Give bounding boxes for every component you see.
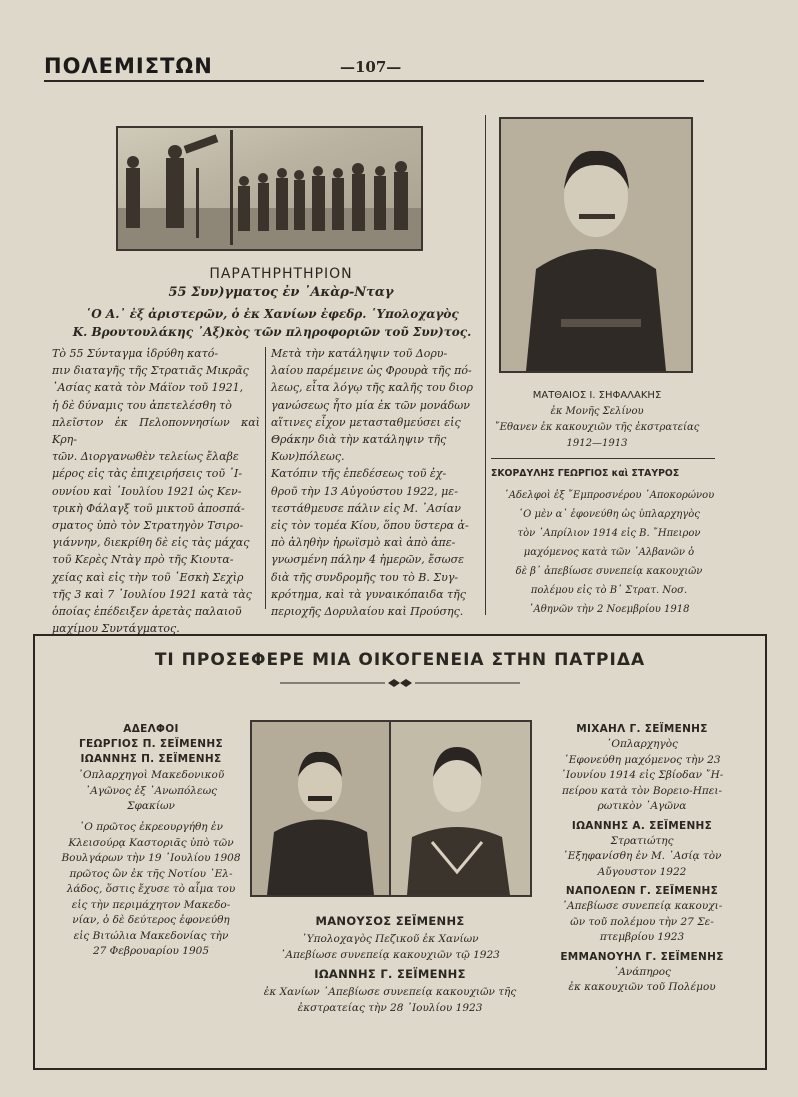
family-left-body-line: ῾Ο πρῶτος ἐκρεουργήθη ἐν	[79, 821, 223, 833]
column-mid-line: πὸ ἀληθὴν ἡρωϊσμὸ καὶ ἀπὸ ἀπε-	[271, 536, 456, 550]
column-mid-line: κρότημα, καὶ τὰ γυναικόπαιδα τῆς	[271, 587, 466, 601]
family-left-heading-line: ΙΩΑΝΝΗΣ Π. ΣΕΪΜΕΝΗΣ	[80, 753, 222, 765]
family-left-subheading-line: ᾿Αγῶνος ἐξ ᾿Ανωπόλεως	[84, 784, 218, 797]
family-right-line: ᾿Ανάπηρος	[613, 965, 671, 978]
family-left-subheading-line: Σφακίων	[127, 800, 175, 812]
column-left-line: τρικὴ Φάλαγξ τοῦ μικτοῦ ἀποσπά-	[52, 501, 245, 515]
column-left-line: πιν διαταγῆς τῆς Στρατιᾶς Μικρᾶς	[52, 364, 249, 378]
portrait-name: ΜΑΤΘΑΙΟΣ Ι. ΣΗΦΑΛΑΚΗΣ	[532, 390, 662, 401]
skordylis-line: τὸν ᾿Απρίλιον 1914 εἰς Β. ῎Ηπειρον	[517, 528, 701, 539]
family-center-name-1: ΜΑΝΟΥΣΟΣ ΣΕΪΜΕΝΗΣ	[315, 914, 465, 928]
family-left-heading-line: ΑΔΕΛΦΟΙ	[123, 723, 179, 735]
column-left-line: ᾿Ασίας κατὰ τὸν Μάϊον τοῦ 1921,	[52, 381, 244, 395]
observatory-caption-line-1: ῾Ο Α.᾿ ἐξ ἀριστερῶν, ὁ ἐκ Χανίων ἐφεδρ. ῾Υπολοχαγὸς	[85, 307, 459, 321]
page-number: —107—	[340, 58, 402, 76]
family-center-text-2	[240, 985, 540, 1016]
observatory-caption-line-2: Κ. Βρουτουλάκης ᾿Αξ)κὸς τῶν πληροφοριῶν τοῦ Συν)τος.	[72, 325, 472, 339]
skordylis-text	[494, 486, 724, 619]
family-right-line: ᾿Ιουνίου 1914 εἰς Σβίοδαν ῎Η-	[560, 769, 724, 781]
column-mid-line: γανώσεως ἦτο μία ἐκ τῶν μονάδων	[271, 398, 470, 412]
spacer	[537, 996, 747, 1000]
family-right-column	[537, 722, 747, 1000]
observatory-title: ΠΑΡΑΤΗΡΗΤΗΡΙΟΝ	[209, 266, 353, 282]
ornament-divider	[280, 678, 520, 688]
family-right-line: ἐκ κακουχιῶν τοῦ Πολέμου	[568, 981, 716, 993]
column-left-line: σματος ὑπὸ τὸν Στρατηγὸν Τσιρο-	[52, 519, 244, 533]
family-title: ΤΙ ΠΡΟΣΕΦΕΡΕ ΜΙΑ ΟΙΚΟΓΕΝΕΙΑ ΣΤΗΝ ΠΑΤΡΙΔΑ	[154, 650, 646, 670]
family-right-name: ΙΩΑΝΝΗΣ Α. ΣΕΪΜΕΝΗΣ	[571, 819, 713, 832]
magazine-title: ΠΟΛΕΜΙΣΤΩΝ	[44, 54, 213, 78]
column-left-text	[52, 345, 260, 637]
family-right-line: Στρατιώτης	[610, 834, 674, 847]
column-left-line: ουνίου καὶ ᾿Ιουλίου 1921 ὡς Κεν-	[52, 484, 242, 498]
column-left-line: χείας καὶ εἰς τὴν τοῦ ᾿Εσκὴ Σεχὶρ	[52, 570, 244, 584]
family-photo	[250, 720, 532, 897]
family-right-line: πείρου κατὰ τὸν Βορειο-Ηπει-	[561, 784, 723, 797]
family-right-line: ῶν τοῦ πολέμου τὴν 27 Σε-	[570, 915, 714, 928]
column-left-line: γιάννην, διεκρίθη δὲ εἰς τὰς μάχας	[52, 536, 250, 550]
skordylis-line: δὲ β᾿ ἀπεβίωσε συνεπείᾳ κακουχιῶν	[515, 566, 703, 577]
column-mid-line: τεστάθμευσε πάλιν εἰς Μ. ᾿Ασίαν	[271, 501, 461, 515]
column-mid-line: γνωσμένη πάλην 4 ἡμερῶν, ἔσωσε	[271, 553, 465, 567]
observatory-photo	[116, 126, 423, 251]
family-left-body-line: εἰς Βιτώλια Μακεδονίας τὴν	[73, 929, 229, 942]
header-rule	[44, 80, 704, 82]
column-mid-line: Θράκην διὰ τὴν κατάληψιν τῆς	[271, 433, 447, 447]
family-right-name: ΝΑΠΟΛΕΩΝ Γ. ΣΕΪΜΕΝΗΣ	[565, 885, 719, 897]
column-mid-text	[271, 345, 479, 620]
column-divider	[265, 347, 266, 609]
family-right-line: ᾿Εφονεύθη μαχόμενος τὴν 23	[563, 753, 721, 766]
family-right-name: ΕΜΜΑΝΟΥΗΛ Γ. ΣΕΪΜΕΝΗΣ	[560, 950, 724, 963]
family-right-line: πτεμβρίου 1923	[599, 931, 685, 943]
portrait-death: ῎Εθανεν ἐκ κακουχιῶν τῆς ἐκστρατείας	[494, 422, 700, 433]
column-left-line: τῆς 3 καὶ 7 ᾿Ιουλίου 1921 κατὰ τὰς	[52, 587, 252, 601]
family-center-line-1: ᾿Απεβίωσε συνεπείᾳ κακουχιῶν τῷ 1923	[280, 948, 500, 961]
family-right-line: ᾿Απεβίωσε συνεπείᾳ κακουχι-	[561, 900, 723, 912]
skordylis-line: ᾿Αθηνῶν τὴν 2 Νοεμβρίου 1918	[528, 604, 690, 615]
family-right-line: ρωτικὸν ᾿Αγῶνα	[597, 800, 687, 812]
column-left-line: τῶν. Διοργανωθὲν τελείως ἔλαβε	[52, 450, 239, 464]
skordylis-line: ᾿Αδελφοὶ ἐξ ῎Εμπροσνέρου ᾿Αποκορώνου	[503, 490, 715, 501]
column-mid-line: θροῦ τὴν 13 Αὐγούστου 1922, με-	[271, 484, 458, 498]
column-left-line: μαχίμου Συντάγματος.	[52, 622, 180, 636]
family-left-body-line: Βουλγάρων τὴν 19 ᾿Ιουλίου 1908	[61, 852, 241, 864]
column-mid-line: λαίου παρέμεινε ὡς Φρουρὰ τῆς πό-	[271, 364, 472, 378]
right-rule	[491, 458, 715, 459]
family-center-line-2: ἐκ Χανίων ᾿Απεβίωσε συνεπείᾳ κακουχιῶν τῆς	[263, 986, 517, 998]
column-mid-line: αἵτινες εἶχον μετασταθμεύσει εἰς	[271, 415, 461, 429]
column-left-line: μέρος εἰς τὰς ἐπιχειρήσεις τοῦ ᾿Ι-	[52, 467, 243, 481]
column-mid-line: περιοχῆς Δορυλαίου καὶ Προύσης.	[271, 605, 464, 619]
family-right-line: ᾿Εξηφανίσθη ἐν Μ. ᾿Ασίᾳ τὸν	[562, 850, 722, 862]
family-right-name: ΜΙΧΑΗΛ Γ. ΣΕΪΜΕΝΗΣ	[576, 723, 708, 735]
column-mid-line: λεως, εἶτα λόγῳ τῆς καλῆς του διορ	[271, 381, 473, 395]
column-left-line: ὁποίας ἐπέδειξεν ἀρετὰς παλαιοῦ	[52, 605, 242, 619]
family-center-text-1	[240, 932, 540, 963]
family-center-name-2: ΙΩΑΝΝΗΣ Γ. ΣΕΪΜΕΝΗΣ	[314, 967, 466, 981]
family-left-body-line: νίαν, ὁ δὲ δεύτερος ἐφονεύθη	[72, 914, 230, 926]
column-left-line: Τὸ 55 Σύνταγμα ἱδρύθη κατό-	[52, 347, 219, 360]
column-mid-line: εἰς τὸν τομέα Κίου, ὅπου ὕστερα ἀ-	[271, 519, 469, 533]
column-left	[52, 345, 260, 637]
family-left-body	[56, 820, 246, 960]
column-left-line: πλεῖστον ἐκ Πελοποννησίων καὶ Κρη-	[52, 415, 260, 447]
family-left-body-line: 27 Φεβρουαρίου 1905	[92, 945, 210, 957]
column-mid-line: Κων)πόλεως.	[271, 450, 345, 464]
skordylis-line: ῾Ο μὲν α᾿ ἐφονεύθη ὡς ὑπλαρχηγὸς	[518, 509, 700, 520]
column-mid	[271, 345, 479, 620]
family-center-line-2: ἐκστρατείας τὴν 28 ᾿Ιουλίου 1923	[297, 1001, 483, 1014]
column-mid-line: Κατόπιν τῆς ἐπεδέσεως τοῦ ἐχ-	[271, 467, 447, 481]
family-left-body-line: λάδος, ὅστις ἔχυσε τὸ αἷμα του	[66, 883, 236, 895]
family-left-body-line: πρῶτος ὢν ἐκ τῆς Νοτίου ῾Ελ-	[69, 867, 233, 880]
family-right-line: ᾿Οπλαρχηγὸς	[606, 738, 678, 750]
portrait-origin: ἐκ Μονῆς Σελίνου	[550, 406, 644, 417]
family-right-line: Αὔγουστον 1922	[597, 865, 687, 878]
family-left-body-line: εἰς τὴν περιμάχητον Μακεδο-	[71, 898, 231, 911]
column-left-line: ἡ δὲ δύναμις του ἀπετελέσθη τὸ	[52, 398, 232, 412]
family-left-heading-line: ΓΕΩΡΓΙΟΣ Π. ΣΕΪΜΕΝΗΣ	[79, 738, 223, 750]
observatory-subtitle: 55 Συν)γματος ἐν ᾿Ακὰρ-Νταγ	[168, 285, 394, 300]
portrait-years: 1912—1913	[566, 438, 628, 449]
skordylis-line: πολέμου εἰς τὸ Β᾿ Στρατ. Νοσ.	[530, 585, 688, 596]
skordylis-line: μαχόμενος κατὰ τῶν ᾿Αλβανῶν ὁ	[523, 547, 695, 558]
skordylis-heading: ΣΚΟΡΔΥΛΗΣ ΓΕΩΡΓΙΟΣ καὶ ΣΤΑΥΡΟΣ	[491, 468, 680, 479]
family-left-subheading	[56, 768, 246, 815]
portrait-sifalakis	[499, 117, 693, 373]
column-left-line: τοῦ Κερὲς Ντὰγ πρὸ τῆς Κιουτα-	[52, 553, 234, 567]
family-left-heading	[56, 722, 246, 767]
column-divider-right	[485, 115, 486, 615]
family-left-body-line: Κλεισούρᾳ Καστοριᾶς ὑπὸ τῶν	[68, 836, 234, 849]
family-left-subheading-line: ᾿Οπλαρχηγοὶ Μακεδονικοῦ	[77, 769, 225, 781]
column-mid-line: Μετὰ τὴν κατάληψιν τοῦ Δορυ-	[271, 347, 448, 360]
column-mid-line: διὰ τῆς συνδρομῆς του τὸ Β. Συγ-	[271, 570, 459, 584]
family-center-line-1: ῾Υπολοχαγὸς Πεζικοῦ ἐκ Χανίων	[301, 933, 479, 945]
